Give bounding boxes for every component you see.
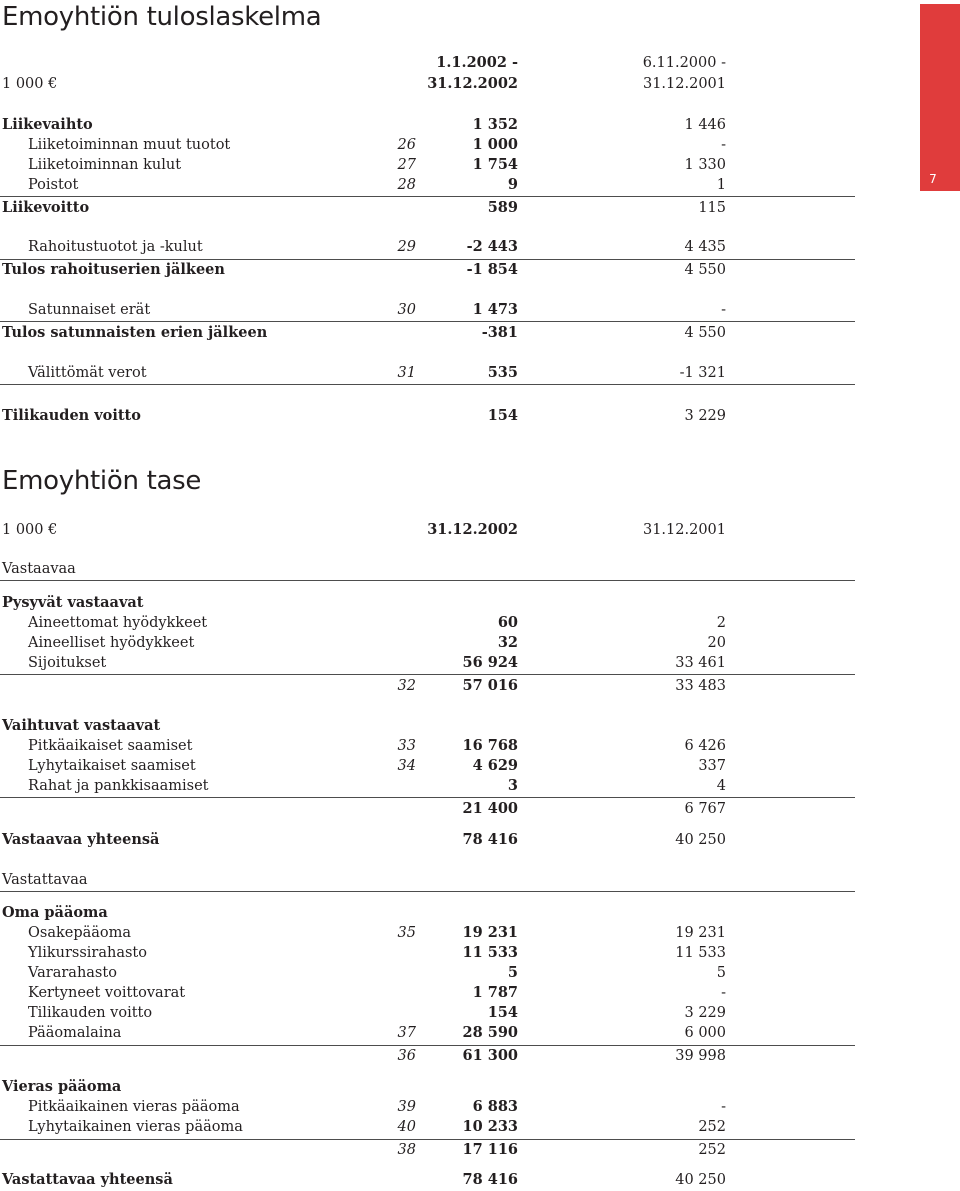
- balance-value-2001: 11 533: [675, 945, 726, 961]
- income-value-2001: 1: [716, 177, 726, 193]
- balance-value-2001: -: [721, 1099, 726, 1115]
- balance-row: [0, 736, 855, 756]
- income-col2-period-start: 6.11.2000 -: [642, 55, 726, 71]
- balance-value-2001: -: [721, 985, 726, 1001]
- page-number: 7: [929, 172, 937, 186]
- balance-row-note: 38: [397, 1142, 416, 1158]
- balance-value-2001: 19 231: [675, 925, 726, 941]
- income-value-2002: -2 443: [466, 238, 518, 255]
- balance-row: [0, 870, 855, 890]
- income-value-2002: 154: [487, 407, 518, 424]
- income-statement-title: Emoyhtiön tuloslaskelma: [2, 2, 322, 32]
- balance-row-label: Pääomalaina: [28, 1025, 122, 1041]
- balance-row-note: 40: [397, 1119, 416, 1135]
- balance-value-2002: 21 400: [462, 800, 518, 817]
- balance-value-2002: 4 629: [472, 757, 518, 774]
- balance-value-2001: 337: [698, 758, 726, 774]
- income-row: [0, 323, 855, 343]
- balance-row: [0, 1140, 855, 1160]
- balance-value-2002: 11 533: [462, 944, 518, 961]
- balance-row: [0, 943, 855, 963]
- income-row-label: Tulos rahoituserien jälkeen: [2, 261, 225, 278]
- income-value-2002: 535: [487, 364, 518, 381]
- balance-row-note: 36: [397, 1048, 416, 1064]
- income-value-2001: 3 229: [684, 408, 726, 424]
- balance-row-label: Kertyneet voittovarat: [28, 985, 186, 1001]
- balance-row-label: Tilikauden voitto: [28, 1005, 153, 1021]
- balance-row-note: 39: [397, 1099, 416, 1115]
- income-value-2001: 4 435: [684, 239, 726, 255]
- balance-value-2001: 40 250: [675, 1172, 726, 1188]
- income-value-2002: 1 754: [472, 156, 518, 173]
- balance-value-2001: 4: [716, 778, 726, 794]
- balance-row: [0, 1077, 855, 1097]
- balance-row-label: Ylikurssirahasto: [28, 945, 147, 961]
- balance-row-label: Osakepääoma: [28, 925, 132, 941]
- balance-row-label: Vastattavaa: [2, 872, 88, 888]
- balance-value-2001: 33 483: [675, 678, 726, 694]
- separator-line: [0, 891, 855, 892]
- balance-row: [0, 1003, 855, 1023]
- balance-row: [0, 676, 855, 696]
- balance-value-2002: 3: [507, 777, 518, 794]
- balance-value-2002: 56 924: [462, 654, 518, 671]
- income-row-label: Tulos satunnaisten erien jälkeen: [2, 324, 268, 341]
- income-row-note: 28: [397, 177, 416, 193]
- balance-row: [0, 1046, 855, 1066]
- balance-value-2001: 5: [716, 965, 726, 981]
- income-row-label: Rahoitustuotot ja -kulut: [28, 239, 203, 255]
- balance-value-2002: 57 016: [462, 677, 518, 694]
- balance-value-2002: 60: [497, 614, 518, 631]
- income-row-label: Poistot: [28, 177, 79, 193]
- balance-row-label: Pitkäaikaiset saamiset: [28, 738, 193, 754]
- balance-row: [0, 559, 855, 579]
- balance-row: [0, 613, 855, 633]
- balance-row: [0, 716, 855, 736]
- income-value-2001: 1 330: [684, 157, 726, 173]
- balance-value-2002: 61 300: [462, 1047, 518, 1064]
- balance-value-2002: 78 416: [462, 831, 518, 848]
- balance-row-label: Vaihtuvat vastaavat: [2, 717, 161, 734]
- balance-row-label: Vararahasto: [28, 965, 117, 981]
- balance-row: [0, 963, 855, 983]
- balance-row: [0, 923, 855, 943]
- income-value-2001: 1 446: [684, 117, 726, 133]
- balance-value-2002: 19 231: [462, 924, 518, 941]
- income-value-2002: 9: [507, 176, 518, 193]
- balance-value-2001: 39 998: [675, 1048, 726, 1064]
- balance-value-2002: 32: [497, 634, 518, 651]
- income-row: [0, 115, 855, 135]
- balance-value-2002: 28 590: [462, 1024, 518, 1041]
- income-value-2001: 115: [698, 200, 726, 216]
- balance-unit-label: 1 000 €: [2, 522, 58, 538]
- balance-header-row: [0, 520, 855, 540]
- income-row-note: 27: [397, 157, 416, 173]
- balance-value-2001: 20: [707, 635, 726, 651]
- income-row-label: Välittömät verot: [28, 365, 147, 381]
- balance-row: [0, 830, 855, 850]
- balance-value-2001: 40 250: [675, 832, 726, 848]
- balance-value-2002: 6 883: [472, 1098, 518, 1115]
- income-row: [0, 260, 855, 280]
- balance-row-label: Pitkäaikainen vieras pääoma: [28, 1099, 240, 1115]
- balance-value-2002: 154: [487, 1004, 518, 1021]
- separator-line: [0, 797, 855, 798]
- balance-value-2001: 252: [698, 1119, 726, 1135]
- income-row-note: 31: [397, 365, 416, 381]
- income-unit-label: 1 000 €: [2, 76, 58, 92]
- income-row: [0, 363, 855, 383]
- balance-row: [0, 776, 855, 796]
- balance-col1-date: 31.12.2002: [427, 521, 518, 538]
- income-row: [0, 406, 855, 426]
- income-value-2002: -381: [481, 324, 518, 341]
- balance-value-2001: 6 000: [684, 1025, 726, 1041]
- balance-value-2001: 6 426: [684, 738, 726, 754]
- income-col2-period-end: 31.12.2001: [642, 76, 726, 92]
- balance-row-label: Sijoitukset: [28, 655, 107, 671]
- balance-row: [0, 903, 855, 923]
- income-header-row-1: [0, 53, 855, 73]
- balance-row: [0, 756, 855, 776]
- separator-line: [0, 196, 855, 197]
- balance-value-2001: 33 461: [675, 655, 726, 671]
- balance-row-label: Lyhytaikaiset saamiset: [28, 758, 196, 774]
- income-value-2002: 589: [487, 199, 518, 216]
- page-side-tab: [920, 4, 960, 191]
- balance-row: [0, 1117, 855, 1137]
- income-row: [0, 175, 855, 195]
- income-value-2001: -: [721, 137, 726, 153]
- income-row-label: Tilikauden voitto: [2, 407, 141, 424]
- income-value-2001: -: [721, 302, 726, 318]
- income-col1-period-end: 31.12.2002: [427, 75, 518, 92]
- balance-row-note: 34: [397, 758, 416, 774]
- income-row-note: 29: [397, 239, 416, 255]
- balance-row: [0, 633, 855, 653]
- income-row: [0, 198, 855, 218]
- balance-row: [0, 653, 855, 673]
- income-value-2002: 1 000: [472, 136, 518, 153]
- balance-row-label: Vastaavaa yhteensä: [2, 831, 160, 848]
- separator-line: [0, 384, 855, 385]
- balance-row-label: Lyhytaikainen vieras pääoma: [28, 1119, 243, 1135]
- balance-row: [0, 1023, 855, 1043]
- income-row-label: Liiketoiminnan kulut: [28, 157, 182, 173]
- income-header-row-2: [0, 74, 855, 94]
- income-row-label: Satunnaiset erät: [28, 302, 151, 318]
- balance-col2-date: 31.12.2001: [642, 522, 726, 538]
- separator-line: [0, 321, 855, 322]
- income-value-2001: -1 321: [679, 365, 726, 381]
- balance-row-label: Vastattavaa yhteensä: [2, 1171, 173, 1188]
- balance-value-2002: 10 233: [462, 1118, 518, 1135]
- balance-value-2002: 78 416: [462, 1171, 518, 1188]
- balance-value-2001: 252: [698, 1142, 726, 1158]
- balance-row: [0, 799, 855, 819]
- balance-row-label: Aineettomat hyödykkeet: [28, 615, 208, 631]
- balance-value-2001: 3 229: [684, 1005, 726, 1021]
- income-col1-period-start: 1.1.2002 -: [436, 54, 518, 71]
- separator-line: [0, 580, 855, 581]
- income-value-2002: 1 473: [472, 301, 518, 318]
- income-row-note: 26: [397, 137, 416, 153]
- income-row-note: 30: [397, 302, 416, 318]
- balance-sheet-title: Emoyhtiön tase: [2, 466, 202, 496]
- balance-row: [0, 983, 855, 1003]
- income-row: [0, 237, 855, 257]
- balance-value-2002: 16 768: [462, 737, 518, 754]
- income-value-2001: 4 550: [684, 262, 726, 278]
- balance-value-2002: 5: [507, 964, 518, 981]
- income-row: [0, 300, 855, 320]
- balance-row: [0, 593, 855, 613]
- balance-row-label: Pysyvät vastaavat: [2, 594, 144, 611]
- income-row-label: Liikevoitto: [2, 199, 90, 216]
- balance-row-note: 33: [397, 738, 416, 754]
- balance-row-label: Rahat ja pankkisaamiset: [28, 778, 209, 794]
- separator-line: [0, 674, 855, 675]
- balance-row-note: 35: [397, 925, 416, 941]
- balance-row-note: 32: [397, 678, 416, 694]
- income-value-2002: -1 854: [466, 261, 518, 278]
- income-row-label: Liikevaihto: [2, 116, 93, 133]
- balance-value-2001: 2: [716, 615, 726, 631]
- balance-row: [0, 1170, 855, 1190]
- balance-row-label: Vieras pääoma: [2, 1078, 122, 1095]
- income-row: [0, 155, 855, 175]
- balance-row-label: Oma pääoma: [2, 904, 108, 921]
- balance-row-label: Aineelliset hyödykkeet: [28, 635, 195, 651]
- balance-row: [0, 1097, 855, 1117]
- balance-row-label: Vastaavaa: [2, 561, 76, 577]
- income-value-2001: 4 550: [684, 325, 726, 341]
- income-value-2002: 1 352: [472, 116, 518, 133]
- income-row: [0, 135, 855, 155]
- balance-value-2002: 1 787: [472, 984, 518, 1001]
- balance-row-note: 37: [397, 1025, 416, 1041]
- balance-value-2002: 17 116: [462, 1141, 518, 1158]
- balance-value-2001: 6 767: [684, 801, 726, 817]
- income-row-label: Liiketoiminnan muut tuotot: [28, 137, 231, 153]
